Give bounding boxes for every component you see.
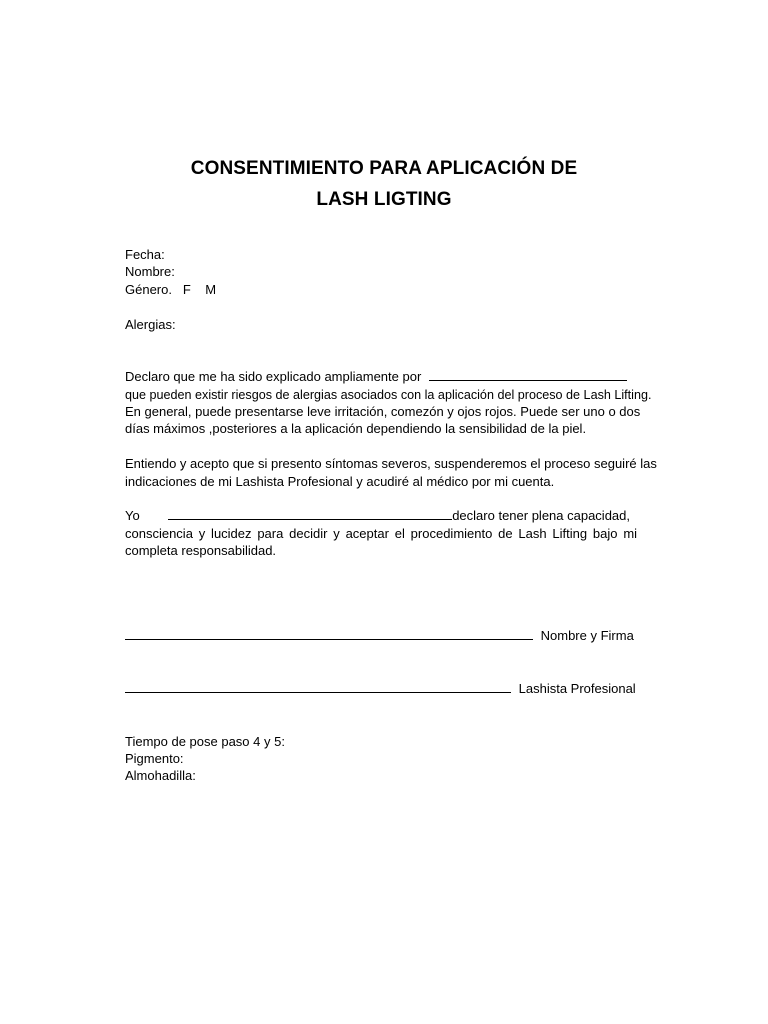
tiempo-pose-label: Tiempo de pose paso 4 y 5: <box>125 734 285 749</box>
paragraph3-line2 <box>125 525 638 543</box>
client-signature-label: Nombre y Firma <box>540 628 634 643</box>
professional-signature-label: Lashista Profesional <box>518 681 636 696</box>
paragraph3-line1 <box>125 507 630 525</box>
genero-option-f: F <box>182 282 191 297</box>
yo-name-blank[interactable] <box>168 507 452 520</box>
paragraph1-line2: que pueden existir riesgos de alergias asociados con la aplicación del proceso de Lash Lifting. <box>125 388 652 402</box>
explicado-por-blank[interactable] <box>429 368 627 381</box>
yo-label: Yo <box>125 508 140 523</box>
paragraph1-line3: En general, puede presentarse leve irritación, comezón y ojos rojos. Puede ser uno o dos <box>125 404 641 419</box>
paragraph1-line1 <box>125 368 627 386</box>
genero-label: Género. <box>125 282 172 297</box>
genero-option-m: M <box>205 282 217 297</box>
nombre-label: Nombre: <box>125 264 175 279</box>
almohadilla-label: Almohadilla: <box>125 768 196 783</box>
paragraph1-line1-text: Declaro que me ha sido explicado ampliamente por <box>125 369 422 384</box>
paragraph2-line2: indicaciones de mi Lashista Profesional y acudiré al médico por mi cuenta. <box>125 474 555 489</box>
document-title-line-1: CONSENTIMIENTO PARA APLICACIÓN DE <box>190 158 578 179</box>
pigmento-label: Pigmento: <box>125 751 184 766</box>
alergias-label: Alergias: <box>125 317 176 332</box>
paragraph2-line1: Entiendo y acepto que si presento síntomas severos, suspenderemos el proceso seguiré las <box>125 456 657 471</box>
paragraph3-line1-rest: declaro tener plena capacidad, <box>452 508 630 523</box>
client-signature-line[interactable] <box>125 627 533 640</box>
genero-row <box>125 281 216 299</box>
paragraph3-line2-text: consciencia y lucidez para decidir y aceptar el procedimiento de Lash Lifting bajo mi <box>125 526 638 541</box>
professional-signature-row <box>125 680 636 698</box>
fecha-label: Fecha: <box>125 247 165 262</box>
paragraph3-line3: completa responsabilidad. <box>125 543 277 558</box>
document-title-line-2: LASH LIGTING <box>316 189 452 210</box>
professional-signature-line[interactable] <box>125 680 511 693</box>
client-signature-row <box>125 627 634 645</box>
paragraph1-line4: días máximos ,posteriores a la aplicación dependiendo la sensibilidad de la piel. <box>125 421 587 436</box>
